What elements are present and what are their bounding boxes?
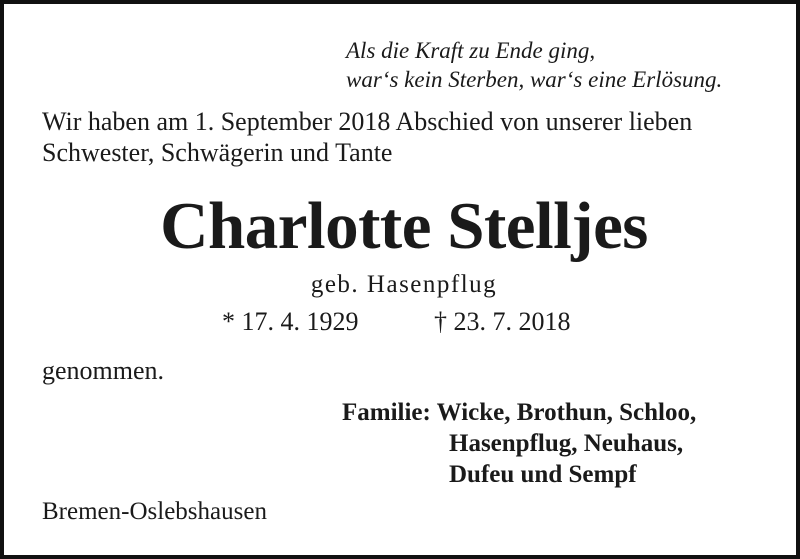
birth-date: * 17. 4. 1929 — [222, 307, 359, 336]
verse-line-2: war‘s kein Sterben, war‘s eine Erlösung. — [346, 67, 723, 92]
closing-text: genommen. — [42, 356, 165, 385]
place: Bremen-Oslebshausen — [42, 498, 267, 525]
intro-line-2: Schwester, Schwägerin und Tante — [42, 138, 393, 167]
family-line-2: Hasenpflug, Neuhaus, — [449, 430, 684, 457]
family-signature — [342, 397, 696, 490]
maiden-name: geb. Hasenpflug — [310, 271, 498, 298]
verse — [346, 36, 722, 94]
death-date: † 23. 7. 2018 — [434, 307, 571, 336]
verse-line-1: Als die Kraft zu Ende ging, — [346, 38, 596, 63]
deceased-name: Charlotte Stelljes — [160, 189, 648, 263]
intro-text — [42, 106, 692, 168]
intro-line-1: Wir haben am 1. September 2018 Abschied von unserer lieben — [42, 107, 693, 136]
family-line-1: Familie: Wicke, Brothun, Schloo, — [342, 399, 697, 426]
family-line-3: Dufeu und Sempf — [449, 461, 637, 488]
